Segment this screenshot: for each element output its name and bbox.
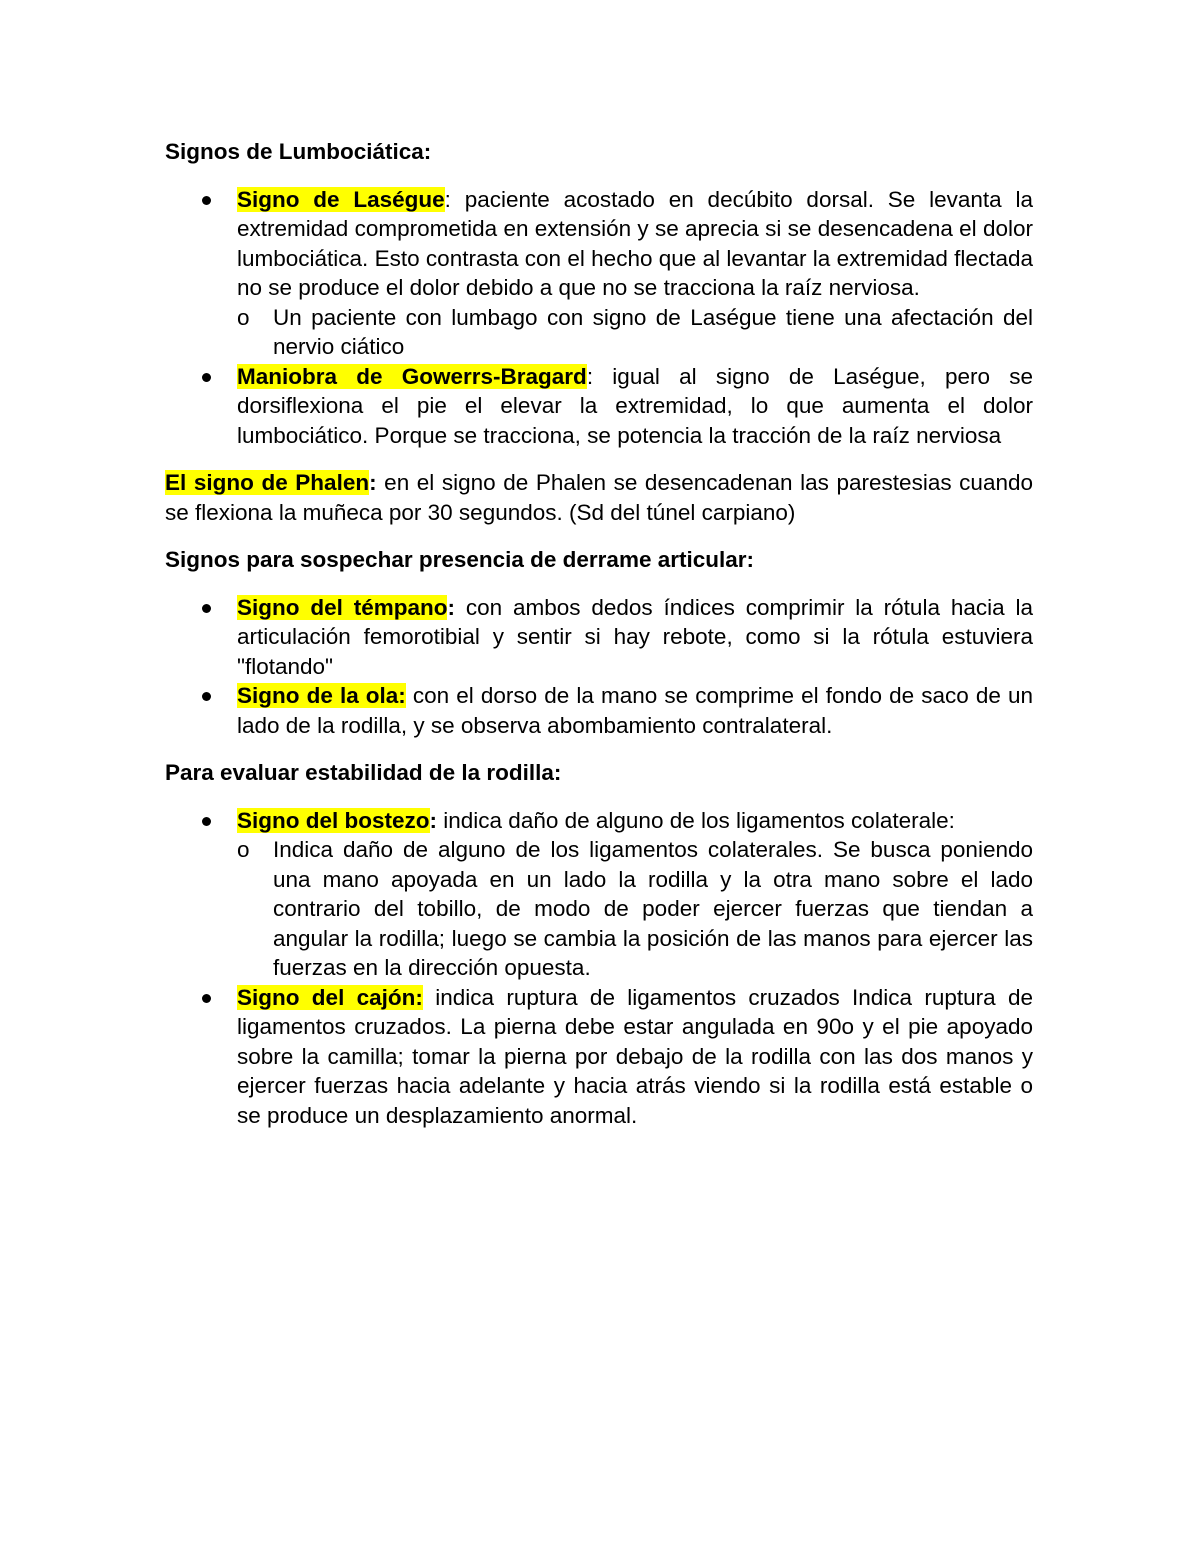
text-cajon: indica ruptura de ligamentos cruzados Indica ruptura de ligamentos cruzados. La pierna debe estar angulada en 90o y el pie apoyado sobre la camilla; tomar la pierna por debajo de la rodilla con las dos manos y ejercer fuerzas hacia adelante y hacia atrás viendo si la rodilla está estable o se produce un desplazamiento anormal. xyxy=(237,984,1034,1128)
sublist-bostezo xyxy=(237,835,1033,983)
bullet-icon xyxy=(202,817,211,826)
term-gowerrs-bragard: Maniobra de Gowerrs-Bragard xyxy=(237,363,587,389)
sublist-item xyxy=(237,303,1033,362)
bullet-icon xyxy=(202,373,211,382)
sub-bullet-icon: o xyxy=(237,837,250,862)
list-item-lasegue xyxy=(165,185,1033,362)
bullet-icon xyxy=(202,994,211,1003)
text-phalen: en el signo de Phalen se desencadenan las parestesias cuando se flexiona la muñeca por 30 segundos. (Sd del túnel carpiano) xyxy=(165,470,1033,525)
term-phalen: El signo de Phalen xyxy=(165,470,370,495)
section-heading-lumbociatica: Signos de Lumbociática: xyxy=(165,139,432,164)
term-ola: Signo de la ola: xyxy=(237,683,406,708)
term-tempano: Signo del témpano xyxy=(237,594,448,620)
text-gowerrs-bragard: : igual al signo de Laségue, pero se dorsiflexiona el pie el elevar la extremidad, lo que aumenta el dolor lumbociático. Porque se tracciona, se potencia la tracción de la raíz nerviosa xyxy=(237,363,1033,448)
text-tempano: con ambos dedos índices comprimir la rótula hacia la articulación femorotibial y sentir si hay rebote, como si la rótula estuviera "flotando" xyxy=(237,594,1033,679)
bullet-icon xyxy=(202,196,211,205)
sublist-item-text: Indica daño de alguno de los ligamentos colaterales. Se busca poniendo una mano apoyada en un lado la rodilla y la otra mano sobre el lado contrario del tobillo, de modo de poder ejercer fuerzas que tiendan a angular la rodilla; luego se cambia la posición de las manos para ejercer las fuerzas en la dirección opuesta. xyxy=(273,837,1033,980)
document-body xyxy=(165,137,1033,1148)
sub-bullet-icon: o xyxy=(237,304,250,330)
text-lasegue: : paciente acostado en decúbito dorsal. Se levanta la extremidad comprometida en extensión y se aprecia si se desencadena el dolor lumbociática. Esto contrasta con el hecho que al levantar la extremidad flectada no se produce el dolor debido a que no se tracciona la raíz nerviosa. xyxy=(237,186,1033,300)
list-item-gowerrs-bragard xyxy=(165,362,1033,451)
list-item-ola xyxy=(165,681,1033,740)
bullet-list-lumbociatica xyxy=(165,185,1033,451)
term-lasegue: Signo de Laségue xyxy=(237,186,445,212)
text-ola: con el dorso de la mano se comprime el fondo de saco de un lado de la rodilla, y se observa abombamiento contralateral. xyxy=(237,683,1033,738)
bullet-icon xyxy=(202,692,211,701)
bullet-list-derrame xyxy=(165,593,1033,741)
sublist-item xyxy=(237,835,1033,983)
list-item-bostezo xyxy=(165,806,1033,983)
section-heading-rodilla: Para evaluar estabilidad de la rodilla: xyxy=(165,760,562,785)
term-bostezo: Signo del bostezo xyxy=(237,807,430,833)
paragraph-phalen xyxy=(165,468,1033,527)
list-item-cajon xyxy=(165,983,1033,1131)
bullet-list-rodilla xyxy=(165,806,1033,1131)
term-tempano-colon: : xyxy=(447,594,455,620)
bullet-icon xyxy=(202,604,211,613)
list-item-tempano xyxy=(165,593,1033,682)
term-bostezo-colon: : xyxy=(429,807,438,833)
text-bostezo: indica daño de alguno de los ligamentos colaterale: xyxy=(437,807,955,833)
sublist-item-text: Un paciente con lumbago con signo de Laségue tiene una afectación del nervio ciático xyxy=(273,304,1033,359)
term-phalen-colon: : xyxy=(369,470,377,495)
term-cajon: Signo del cajón: xyxy=(237,984,423,1010)
sublist-lasegue xyxy=(237,303,1033,362)
section-heading-derrame: Signos para sospechar presencia de derrame articular: xyxy=(165,547,754,572)
